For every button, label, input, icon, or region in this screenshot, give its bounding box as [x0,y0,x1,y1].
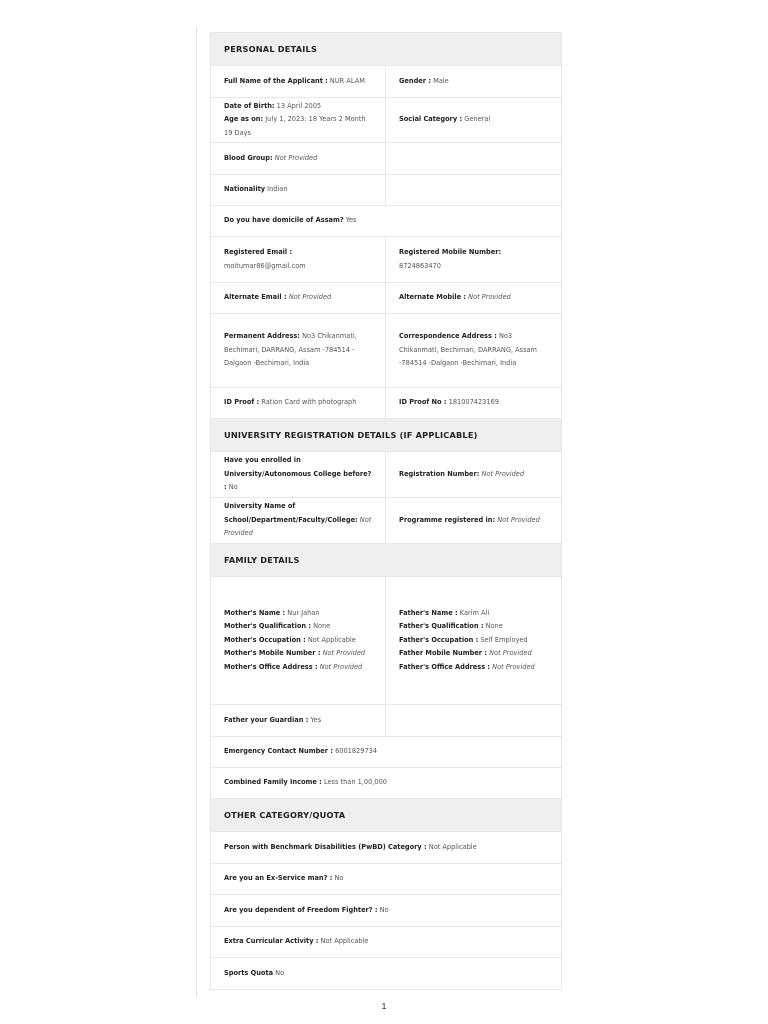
section-header-personal: PERSONAL DETAILS [211,33,561,66]
mother-occupation-value: Not Applicable [307,635,356,644]
ex-service-label: Are you an Ex-Service man? : [224,874,333,883]
domicile-cell [211,206,561,236]
table-row [211,314,561,388]
father-qualification-label: Father's Qualification : [399,622,484,631]
table-row [211,927,561,958]
alt-email-value: Not Provided [288,293,332,302]
mother-name-label: Mother's Name : [224,608,286,617]
permanent-address-label: Permanent Address: [224,332,300,341]
father-details-cell [386,577,561,704]
pwbd-label: Person with Benchmark Disabilities (PwBD) Category : [224,842,427,851]
mother-office-value: Not Provided [319,662,363,671]
nationality-label: Nationality [224,185,266,194]
programme-cell [386,498,561,543]
nationality-cell [211,175,386,205]
id-proof-cell [211,388,386,418]
mother-qualification-value: None [313,622,331,631]
dob-cell [211,98,386,142]
emergency-contact-cell [211,737,561,767]
table-row [211,498,561,544]
father-occupation-label: Father's Occupation : [399,635,479,644]
gender-value: Male [433,76,449,85]
alt-email-label: Alternate Email : [224,293,287,302]
table-row [211,98,561,143]
correspondence-address-label: Correspondence Address : [399,332,497,341]
table-row [211,958,561,989]
sports-quota-value: No [275,968,285,977]
id-proof-no-cell [386,388,561,418]
extra-curricular-cell [211,927,561,957]
table-row [211,864,561,895]
university-name-cell [211,498,386,543]
social-category-cell [386,98,561,142]
registration-number-label: Registration Number: [399,469,480,478]
mother-mobile-label: Mother's Mobile Number : [224,649,321,658]
dob-label: Date of Birth: [224,101,275,110]
mother-occupation-label: Mother's Occupation : [224,635,306,644]
email-label: Registered Email : [224,248,293,256]
guardian-value: Yes [310,715,322,724]
pwbd-value: Not Applicable [428,842,477,851]
email-value: moitumar86@gmail.com [224,261,306,270]
empty-cell [386,143,561,174]
father-name-label: Father's Name : [399,608,458,617]
sports-quota-label: Sports Quota [224,968,274,977]
age-label: Age as on: [224,115,264,124]
mobile-label: Registered Mobile Number: [399,248,502,256]
extra-curricular-label: Extra Curricular Activity : [224,937,319,946]
full-name-label: Full Name of the Applicant : [224,76,328,85]
gender-label: Gender : [399,76,431,85]
full-name-value: NUR ALAM [329,76,365,85]
table-row [211,206,561,237]
family-income-cell [211,768,561,798]
alt-mobile-cell [386,283,561,313]
social-category-label: Social Category : [399,115,463,124]
registration-number-cell [386,452,561,497]
mother-name-value: Nur Jahan [287,608,320,617]
table-row [211,237,561,283]
extra-curricular-value: Not Applicable [320,937,369,946]
social-category-value: General [464,115,491,124]
emergency-contact-label: Emergency Contact Number : [224,747,333,756]
freedom-fighter-value: No [379,905,389,914]
nationality-value: Indian [267,185,288,194]
alt-mobile-value: Not Provided [468,293,511,302]
table-row [211,895,561,927]
id-proof-no-value: 181007423169 [448,398,499,407]
mother-details-cell [211,577,386,704]
table-row [211,388,561,419]
left-margin-rule [196,26,197,998]
pwbd-cell [211,832,561,863]
programme-value: Not Provided [497,515,540,524]
dob-value: 13 April 2005 [276,101,322,110]
full-name-cell [211,66,386,97]
table-row [211,705,561,737]
father-office-label: Father's Office Address : [399,662,491,671]
mother-mobile-value: Not Provided [322,649,366,658]
father-occupation-value: Self Employed [480,635,528,644]
father-qualification-value: None [485,622,503,631]
table-row [211,768,561,799]
freedom-fighter-cell [211,895,561,926]
father-mobile-label: Father Mobile Number : [399,649,487,658]
empty-cell [386,705,561,736]
table-row [211,143,561,175]
table-row [211,577,561,705]
table-row [211,66,561,98]
enrolled-label: Have you enrolled in University/Autonomous College before? : [224,456,372,492]
family-income-label: Combined Family Income : [224,778,322,787]
table-row [211,737,561,768]
id-proof-value: Ration Card with photograph [261,398,357,407]
mother-qualification-label: Mother's Qualification : [224,622,311,631]
id-proof-label: ID Proof : [224,398,260,407]
age-value: July 1, 2023: 18 Years 2 Month 19 Days [224,115,366,137]
ex-service-cell [211,864,561,894]
mobile-value: 8724863470 [399,261,441,270]
empty-cell [386,175,561,205]
father-name-value: Karim Ali [459,608,490,617]
page-number: 1 [381,1001,387,1011]
permanent-address-cell [211,314,386,387]
section-header-family: FAMILY DETAILS [211,544,561,577]
correspondence-address-value: No3 Chikanmati, Bechimari, DARRANG, Assam -784514 -Dalgaon -Bechimari, India [399,332,537,368]
father-office-value: Not Provided [492,662,535,671]
permanent-address-value: No3 Chikanmati, Bechimari, DARRANG, Assam -784514 -Dalgaon -Bechimari, India [224,332,357,368]
correspondence-address-cell [386,314,561,387]
sports-quota-cell [211,958,561,989]
blood-group-value: Not Provided [274,153,318,162]
table-row [211,832,561,864]
alt-mobile-label: Alternate Mobile : [399,293,467,302]
id-proof-no-label: ID Proof No : [399,398,447,407]
family-income-value: Less than 1,00,000 [323,778,387,787]
blood-group-label: Blood Group: [224,153,273,162]
university-name-label: University Name of School/Department/Faculty/College: [224,502,358,524]
father-mobile-value: Not Provided [489,649,532,658]
freedom-fighter-label: Are you dependent of Freedom Fighter? : [224,905,378,914]
table-row [211,452,561,498]
registration-number-value: Not Provided [481,469,525,478]
mother-office-label: Mother's Office Address : [224,662,318,671]
blood-group-cell [211,143,386,174]
enrolled-value: No [228,483,238,492]
university-name-value: Not Provided [224,515,372,538]
ex-service-value: No [334,874,344,883]
alt-email-cell [211,283,386,313]
mobile-cell [386,237,561,282]
enrolled-cell [211,452,386,497]
guardian-cell [211,705,386,736]
domicile-value: Yes [345,216,357,225]
domicile-label: Do you have domicile of Assam? [224,216,344,225]
gender-cell [386,66,561,97]
guardian-label: Father your Guardian : [224,715,309,724]
emergency-contact-value: 6001829734 [335,747,378,756]
section-header-other-category: OTHER CATEGORY/QUOTA [211,799,561,832]
section-header-university: UNIVERSITY REGISTRATION DETAILS (IF APPLICABLE) [211,419,561,452]
application-details-sheet [210,32,562,990]
programme-label: Programme registered in: [399,515,496,524]
email-cell [211,237,386,282]
table-row [211,175,561,206]
table-row [211,283,561,314]
